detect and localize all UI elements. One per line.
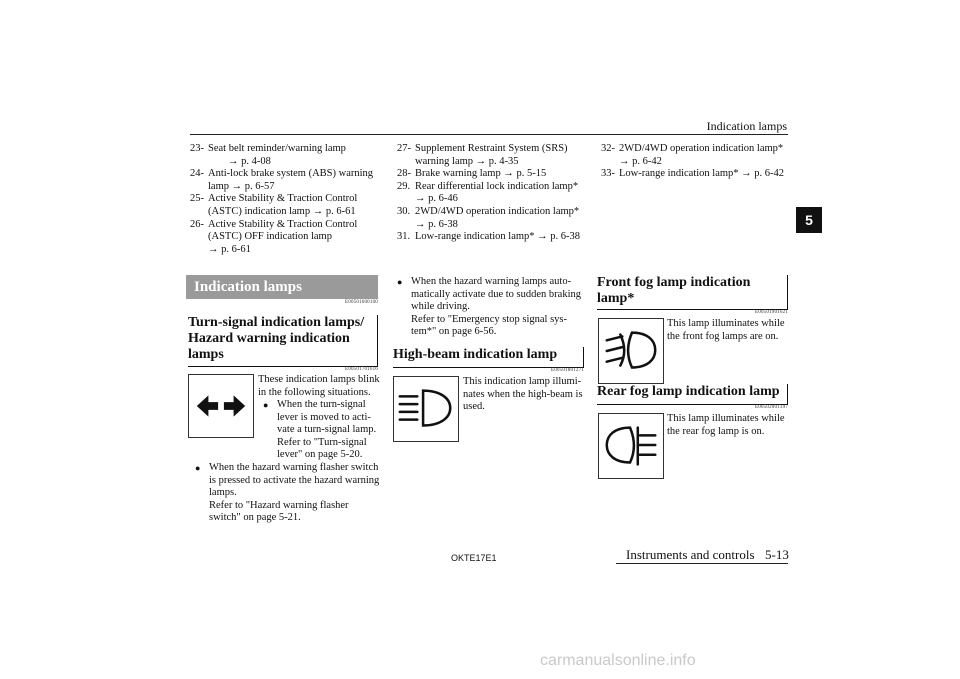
list-item: 30. 2WD/4WD operation indication lamp* → p. 6-38: [397, 205, 580, 230]
lamp-list-column-3: [601, 143, 791, 181]
list-item: 27- Supplement Restraint System (SRS) warning lamp → p. 4-35: [397, 143, 568, 167]
footer-rule: [616, 563, 788, 564]
list-item: 28- Brake warning lamp → p. 5-15: [397, 168, 547, 180]
turn-signal-arrows-icon: [189, 375, 253, 437]
rear-fog-lamp-icon: [599, 414, 663, 478]
lamp-list-column-2: [397, 143, 587, 244]
bullet-dot: ●: [195, 463, 201, 473]
footer-section-title: Instruments and controls: [626, 547, 755, 562]
list-item: 25- Active Stability & Traction Control (ASTC) indication lamp → p. 6-61: [190, 193, 358, 217]
front-fog-heading: Front fog lamp indication lamp*: [597, 275, 788, 310]
header-rule: [190, 134, 788, 135]
lamp-list-column-1: [190, 143, 380, 256]
list-item: 33- Low-range indication lamp* → p. 6-42: [601, 168, 785, 180]
chapter-tab: 5: [796, 207, 822, 233]
list-item: 26- Active Stability & Traction Control (ASTC) OFF indication lamp → p. 6-61: [190, 218, 358, 255]
front-fog-icon-box: [598, 318, 664, 384]
high-beam-icon: [394, 377, 458, 441]
turn-signal-intro: These indication lamps blink in the following situations.: [258, 374, 380, 398]
list-item: 32- 2WD/4WD operation indication lamp* → p. 6-42: [601, 143, 784, 167]
bullet-dot: ●: [397, 277, 403, 287]
rear-fog-heading: Rear fog lamp indication lamp: [597, 384, 788, 405]
hazard-note-bullet: ● When the hazard warning lamps auto- matically activate due to sudden braking while driving. Refer to "Emergency stop signal sys- tem*" on page 6-56.: [397, 276, 581, 338]
turn-signal-code: E00501701616: [345, 367, 378, 372]
section-title-band: Indication lamps: [186, 275, 378, 299]
rear-fog-text: This lamp illuminates while the rear fog lamp is on.: [667, 413, 785, 437]
watermark: carmanualsonline.info: [540, 652, 696, 669]
high-beam-icon-box: [393, 376, 459, 442]
list-item: 23- Seat belt reminder/warning lamp → p. 4-08: [190, 143, 346, 167]
front-fog-code: E00501901621: [755, 310, 788, 315]
front-fog-text: This lamp illuminates while the front fog lamps are on.: [667, 318, 785, 342]
rear-fog-code: E00502001397: [755, 405, 788, 410]
turn-signal-icon-box: [188, 374, 254, 438]
list-item: 29. Rear differential lock indication lamp* → p. 6-46: [397, 180, 579, 205]
running-header: Indication lamps: [706, 119, 787, 133]
front-fog-lamp-icon: [599, 319, 663, 383]
rear-fog-icon-box: [598, 413, 664, 479]
turn-signal-heading: Turn-signal indication lamps/ Hazard warning indication lamps: [188, 315, 378, 367]
list-item: 31. Low-range indication lamp* → p. 6-38: [397, 231, 581, 243]
high-beam-text: This indication lamp illumi- nates when the high-beam is used.: [463, 376, 583, 413]
section-code: E00501600100: [345, 300, 378, 305]
document-code: OKTE17E1: [451, 553, 497, 563]
page-number: 5-13: [765, 547, 789, 562]
high-beam-code: E00501801271: [551, 368, 584, 373]
bullet-dot: ●: [263, 400, 269, 410]
list-item: 24- Anti-lock brake system (ABS) warning lamp → p. 6-57: [190, 168, 374, 192]
turn-signal-bullet-1: ● When the turn-signal lever is moved to acti- vate a turn-signal lamp. Refer to "Turn-signal lever" on page 5-20.: [263, 399, 377, 461]
high-beam-heading: High-beam indication lamp: [393, 347, 584, 368]
turn-signal-bullet-2: ● When the hazard warning flasher switch is pressed to activate the hazard warning lamps. Refer to "Hazard warning flasher switch" on page 5-21.: [195, 462, 380, 524]
